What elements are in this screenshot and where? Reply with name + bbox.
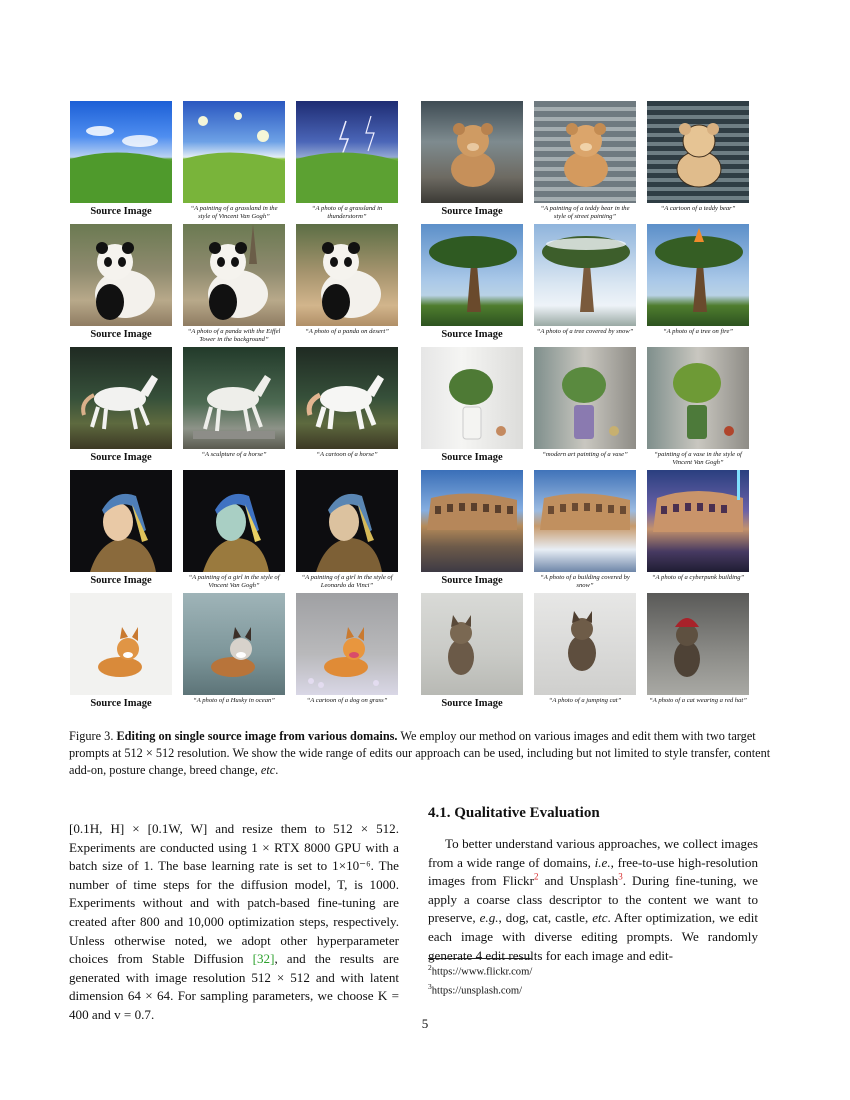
figure-cell (296, 470, 398, 593)
figure-cell (647, 347, 749, 470)
horse-sculpture-image (183, 347, 285, 449)
source-caption: Source Image (90, 698, 152, 709)
figure-row (70, 347, 398, 470)
figure-cell (183, 224, 285, 347)
figure-cell (647, 224, 749, 347)
left-paragraph-text: [0.1H, H] × [0.1W, W] and resize them to 512 × 512. Experiments are conducted using 1 × RTX 8000 GPU with a batch size of 1. The base learning rate is set to 1×10⁻⁶. The number of time steps for the diffusion model, T, is 1000. Experiments without and with patch-based fine-tuning are created after 800 and 10,000 optimization steps, respectively. Unless otherwise noted, we adopt other hyperparameter choices from Stable Diffusion (69, 821, 399, 967)
figure-row (70, 593, 398, 716)
prompt-caption: “A painting of a girl in the style of Vincent Van Gogh” (188, 574, 280, 589)
prompt-caption: “A cartoon of a dog on grass” (306, 697, 388, 704)
grassland-thunderstorm-image (296, 101, 398, 203)
figure-cell (421, 101, 523, 224)
prompt-caption: “painting of a vase in the style of Vincent Van Gogh” (654, 451, 742, 466)
source-caption: Source Image (441, 575, 503, 586)
source-caption: Source Image (441, 329, 503, 340)
figure-cell (296, 101, 398, 224)
paragraph-etc: etc (592, 910, 608, 926)
right-column (428, 803, 758, 965)
vase-modern-art-image (534, 347, 636, 449)
teddy-street-painting-image (534, 101, 636, 203)
source-caption: Source Image (90, 452, 152, 463)
girl-da-vinci-image (296, 470, 398, 572)
figure-right-group (421, 101, 749, 716)
figure-cell (183, 101, 285, 224)
figure-row (70, 224, 398, 347)
tree-snow-image (534, 224, 636, 326)
teddy-source-image (421, 101, 523, 203)
figure-row (70, 101, 398, 224)
footnote-number: 2 (428, 963, 432, 972)
prompt-caption: “A cartoon of a teddy bear” (660, 205, 736, 212)
prompt-caption: “A painting of a girl in the style of Leonardo da Vinci” (301, 574, 393, 589)
paragraph-text: and Unsplash (538, 873, 619, 889)
figure-left-group (70, 101, 398, 716)
figure-caption-end: . (275, 763, 279, 778)
figure-row (421, 224, 749, 347)
prompt-caption: “A photo of a tree covered by snow” (536, 328, 634, 335)
footnote-url-link[interactable]: https://unsplash.com/ (431, 985, 523, 997)
footnote-rule (428, 958, 532, 959)
footnote (428, 961, 532, 980)
husky-ocean-image (183, 593, 285, 695)
figure-cell (534, 101, 636, 224)
prompt-caption: “A photo of a panda on desert” (305, 328, 389, 335)
vase-van-gogh-image (647, 347, 749, 449)
figure-row (421, 470, 749, 593)
vase-source-image (421, 347, 523, 449)
panda-source-image (70, 224, 172, 326)
figure-caption (69, 728, 781, 780)
prompt-caption: “A cartoon of a horse” (316, 451, 378, 458)
teddy-cartoon-image (647, 101, 749, 203)
footnote-mark-link[interactable]: 3 (618, 871, 623, 882)
footnote-number: 3 (428, 982, 432, 992)
left-column (69, 820, 399, 1025)
prompt-caption: “modern art painting of a vase” (542, 451, 628, 458)
prompt-caption: “A sculpture of a horse” (201, 451, 267, 458)
figure-caption-body: We employ our method on various images and edit them with two target prompts at 512 × 512 resolution. We show the wide range of edits our approach can be used, including but not limited to style transfer, content add-on, posture change, breed change, (69, 729, 771, 778)
footnotes (428, 961, 532, 999)
grassland-van-gogh-image (183, 101, 285, 203)
figure-cell (296, 224, 398, 347)
figure-cell (534, 470, 636, 593)
figure-cell (421, 347, 523, 470)
prompt-caption: “A painting of a teddy bear in the style of street painting” (540, 205, 630, 220)
figure-cell (70, 101, 172, 224)
figure-row (421, 101, 749, 224)
footnote-url-link[interactable]: https://www.flickr.com/ (431, 966, 533, 978)
prompt-caption: “A photo of a cat wearing a red hat” (649, 697, 747, 704)
grassland-source-image (70, 101, 172, 203)
prompt-caption: “A photo of a building covered by snow” (540, 574, 630, 589)
figure-cell (70, 470, 172, 593)
left-paragraph (69, 820, 399, 1025)
paragraph-text: , free-to-use high-resolution images from Flickr (428, 854, 759, 889)
paragraph-text: . After optimization, we edit each image with diverse editing prompts. We randomly generate 4 edit results for each image and edit- (428, 910, 758, 963)
footnote-mark-link[interactable]: 2 (533, 871, 539, 882)
figure-cell (534, 593, 636, 716)
source-caption: Source Image (441, 206, 503, 217)
paragraph-eg: e.g. (479, 910, 499, 926)
figure-cell (296, 347, 398, 470)
source-caption: Source Image (90, 575, 152, 586)
figure-cell (183, 470, 285, 593)
cat-jumping-image (534, 593, 636, 695)
prompt-caption: “A photo of a cyberpunk building” (651, 574, 745, 581)
figure-cell (421, 470, 523, 593)
building-cyberpunk-image (647, 470, 749, 572)
paragraph-text: . During fine-tuning, we apply a coarse class descriptor to the content we want to preserve, (428, 873, 758, 926)
prompt-caption: “A painting of a grassland in the style of Vincent Van Gogh” (190, 205, 278, 220)
figure-cell (534, 224, 636, 347)
source-caption: Source Image (90, 329, 152, 340)
panda-eiffel-image (183, 224, 285, 326)
tree-fire-image (647, 224, 749, 326)
paragraph-text: , dog, cat, castle, (498, 910, 589, 926)
tree-source-image (421, 224, 523, 326)
figure-caption-etc: etc (260, 763, 276, 778)
figure-row (421, 347, 749, 470)
source-caption: Source Image (90, 206, 152, 217)
girl-van-gogh-image (183, 470, 285, 572)
source-caption: Source Image (441, 698, 503, 709)
building-source-image (421, 470, 523, 572)
dog-grass-image (296, 593, 398, 695)
figure-cell (647, 593, 749, 716)
prompt-caption: “A photo of a panda with the Eiffel Tower in the background” (187, 328, 281, 343)
prompt-caption: “A photo of a tree on fire” (662, 328, 734, 335)
figure-row (421, 593, 749, 716)
building-snow-image (534, 470, 636, 572)
paragraph-text: To better understand various approaches, we collect images from a wide range of domains, (428, 836, 758, 870)
figure-cell (534, 347, 636, 470)
left-paragraph-text-end: , and the results are generated with image resolution 512 × 512 and with latent dimension 64 × 64. For sampling parameters, we choose K = 400 and v = 0.7. (69, 951, 399, 1022)
source-caption: Source Image (441, 452, 503, 463)
page-number: 5 (421, 1016, 429, 1031)
cat-source-image (421, 593, 523, 695)
prompt-caption: “A photo of a Husky in ocean” (193, 697, 275, 704)
figure-cell (296, 593, 398, 716)
prompt-caption: “A photo of a grassland in thunderstorm” (311, 205, 383, 220)
figure-cell (183, 347, 285, 470)
section-heading: 4.1. Qualitative Evaluation (428, 805, 600, 821)
cat-red-hat-image (647, 593, 749, 695)
figure-label: Figure 3. (69, 729, 114, 743)
figure-cell (647, 470, 749, 593)
panda-desert-image (296, 224, 398, 326)
footnote (428, 980, 532, 999)
citation-link[interactable]: [32] (252, 951, 275, 967)
figure-cell (70, 593, 172, 716)
figure-row (70, 470, 398, 593)
girl-source-image (70, 470, 172, 572)
figure-caption-title: Editing on single source image from various domains. (116, 729, 398, 743)
corgi-source-image (70, 593, 172, 695)
figure-cell (647, 101, 749, 224)
figure-cell (421, 224, 523, 347)
figure-cell (421, 593, 523, 716)
figure-cell (183, 593, 285, 716)
right-paragraph (428, 835, 758, 965)
horse-cartoon-image (296, 347, 398, 449)
prompt-caption: “A photo of a jumping cat” (548, 697, 622, 704)
paragraph-ie: i.e. (594, 854, 611, 870)
horse-source-image (70, 347, 172, 449)
figure-cell (70, 347, 172, 470)
figure-cell (70, 224, 172, 347)
